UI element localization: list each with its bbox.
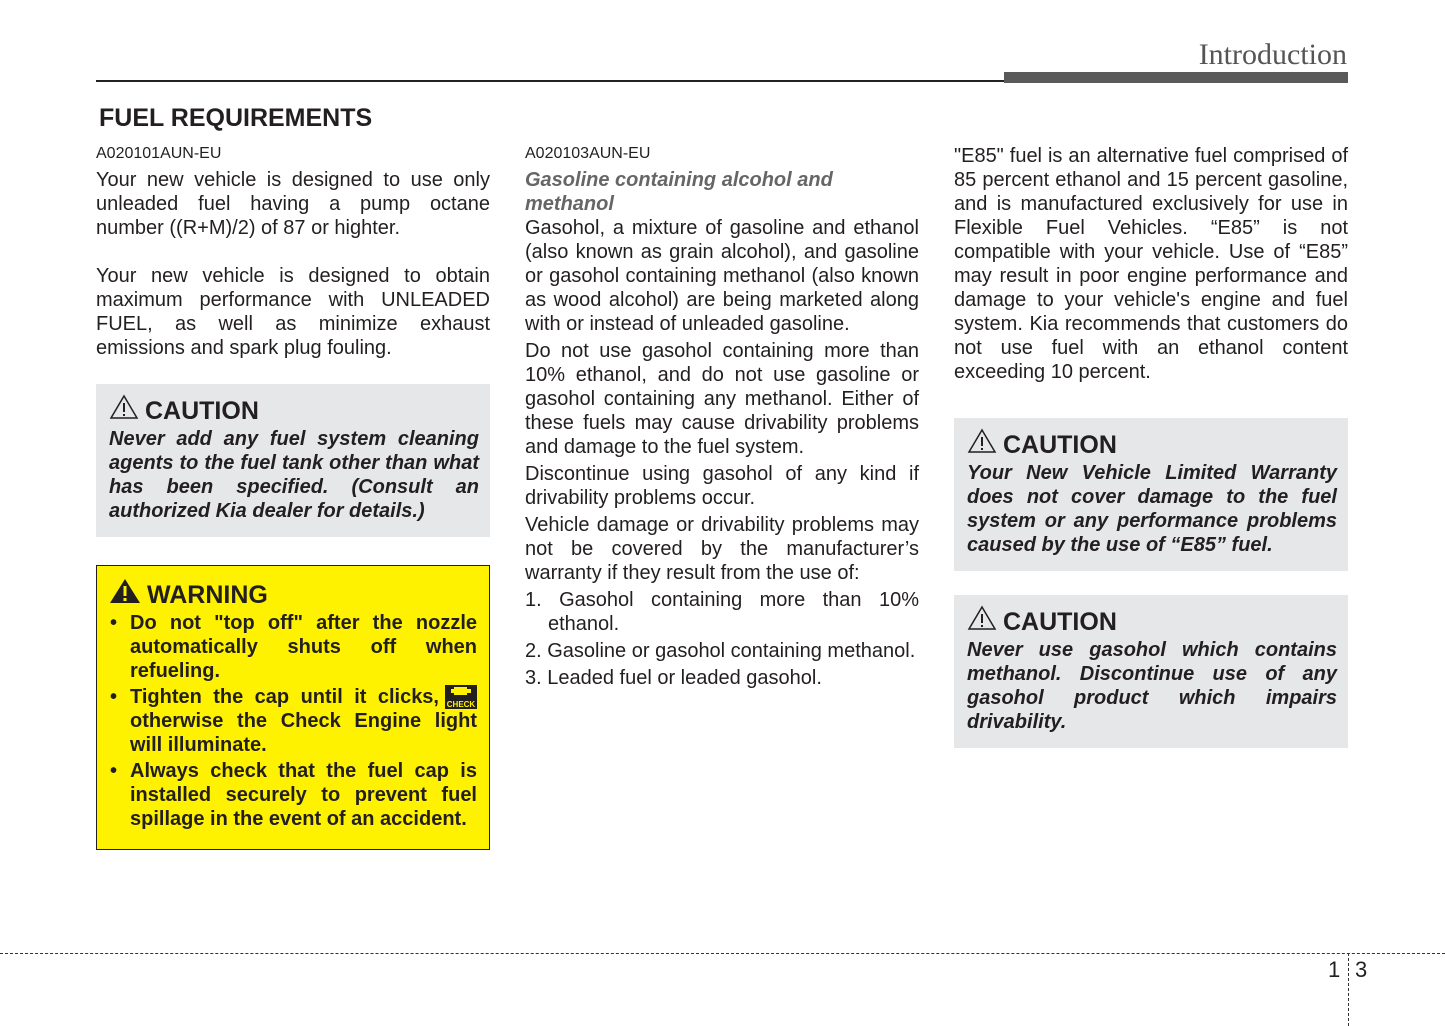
warning-title: WARNING <box>147 580 268 609</box>
column-2 <box>525 144 919 693</box>
paragraph: "E85" fuel is an alternative fuel comprised of 85 percent ethanol and 15 percent gasoline, and is manufactured exclusively for use in Flexible Fuel Vehicles. “E85” is not compatible with your vehicle. Use of “E85” may result in poor engine performance and damage to your vehicle's engine and fuel system. Kia recommends that customers do not use fuel with an ethanol content exceeding 10 percent. <box>954 145 1348 383</box>
warning-item: • Do not "top off" after the nozzle automatically shuts off when refueling. <box>109 611 477 683</box>
ref-code: A020101AUN-EU <box>96 145 222 162</box>
caution-box <box>954 418 1348 571</box>
caution-text: Your New Vehicle Limited Warranty does not cover damage to the fuel system or any performance problems caused by the use of “E85” fuel. <box>967 462 1337 556</box>
subheading: Gasoline containing alcohol and methanol <box>525 169 833 215</box>
ref-code: A020103AUN-EU <box>525 145 651 162</box>
header-bar <box>1004 72 1348 83</box>
caution-text: Never add any fuel system cleaning agents to the fuel tank other than what has been specified. (Consult an authorized Kia dealer for details.) <box>109 428 479 522</box>
paragraph: Your new vehicle is designed to use only unleaded fuel having a pump octane number ((R+M)/2) of 87 or highter. <box>96 169 490 239</box>
paragraph: Vehicle damage or drivability problems may not be covered by the manufacturer’s warranty if they result from the use of: <box>525 514 919 584</box>
header-rule <box>96 80 1006 82</box>
caution-title: CAUTION <box>1003 607 1117 636</box>
list-item: 1. Gasohol containing more than 10% ethanol. <box>525 589 919 635</box>
caution-text: Never use gasohol which contains methanol. Discontinue use of any gasohol product which impairs drivability. <box>967 639 1337 733</box>
footer-rule <box>0 953 1445 954</box>
paragraph: Discontinue using gasohol of any kind if drivability problems occur. <box>525 463 919 509</box>
caution-box <box>96 384 490 537</box>
warning-item: • CHECK Tighten the cap until it clicks, otherwise the Check Engine light will illuminate. <box>109 685 477 757</box>
chapter-number: 1 <box>1328 957 1341 982</box>
caution-triangle-icon <box>967 428 997 461</box>
caution-triangle-icon <box>967 605 997 638</box>
page-number: 3 <box>1355 957 1368 982</box>
list-item: 2. Gasoline or gasohol containing methanol. <box>525 640 916 662</box>
check-engine-icon: • CHECK <box>445 685 477 709</box>
caution-triangle-icon <box>109 394 139 427</box>
column-1 <box>96 144 490 850</box>
page-title: FUEL REQUIREMENTS <box>99 104 373 132</box>
section-title: Introduction <box>1198 38 1347 71</box>
footer-divider <box>1348 953 1349 1026</box>
list-item: 3. Leaded fuel or leaded gasohol. <box>525 667 822 689</box>
column-3 <box>954 144 1348 748</box>
paragraph: Gasohol, a mixture of gasoline and ethanol (also known as grain alcohol), and gasoline or gasohol containing methanol (also known as wood alcohol) are being marketed along with or instead of unleaded gasoline. <box>525 217 919 335</box>
warning-item: • Always check that the fuel cap is installed securely to prevent fuel spillage in the event of an accident. <box>109 759 477 831</box>
caution-title: CAUTION <box>1003 430 1117 459</box>
caution-title: CAUTION <box>145 396 259 425</box>
caution-box <box>954 595 1348 748</box>
warning-triangle-icon <box>109 578 141 611</box>
paragraph: Your new vehicle is designed to obtain maximum performance with UNLEADED FUEL, as well as minimize exhaust emissions and spark plug fouling. <box>96 265 490 359</box>
paragraph: Do not use gasohol containing more than 10% ethanol, and do not use gasoline or gasohol containing any methanol. Either of these fuels may cause drivability problems and damage to the fuel system. <box>525 340 919 458</box>
warning-box <box>96 565 490 850</box>
